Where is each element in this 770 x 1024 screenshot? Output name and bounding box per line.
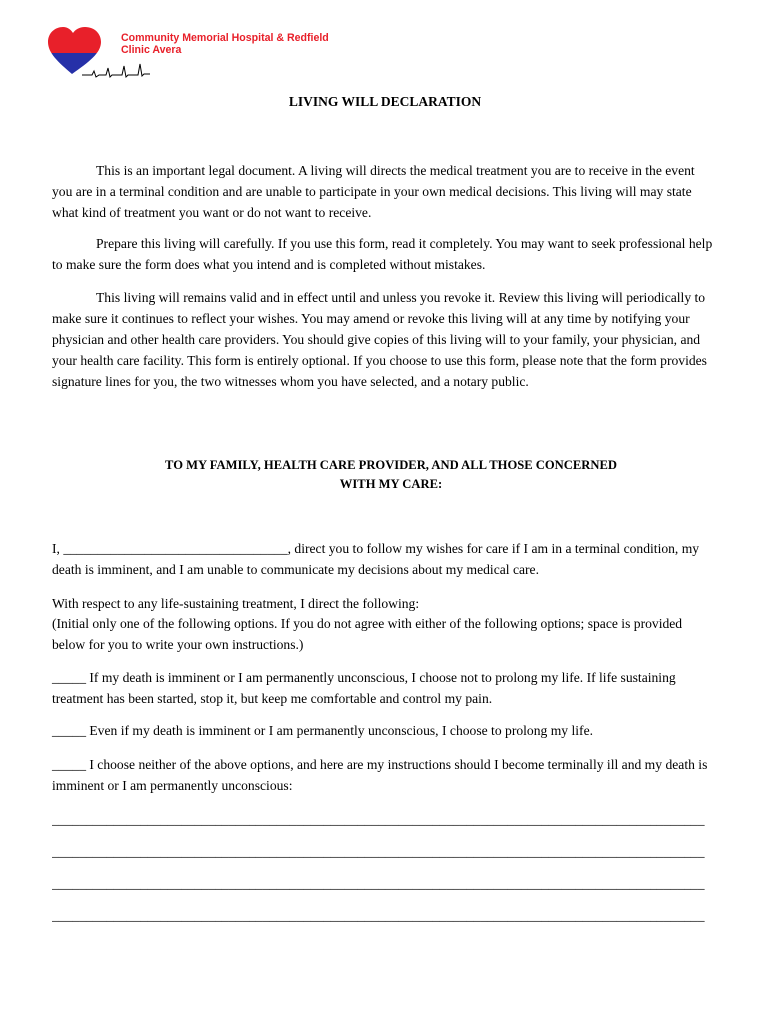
instruction-line-4[interactable]: ________________________________________________________________________________________________ <box>52 908 705 923</box>
option-1: _____ If my death is imminent or I am permanently unconscious, I choose not to prolong my life. If life sustaining treatment has been started, stop it, but keep me comfortable and control my pain. <box>52 670 676 706</box>
addressee-heading <box>52 456 730 494</box>
intro-paragraph-2: Prepare this living will carefully. If you use this form, read it completely. You may want to seek professional help to make sure the form does what you intend and is completed without mistakes. <box>52 236 713 272</box>
options-instructions: (Initial only one of the following options. If you do not agree with either of the following options; space is provided below for you to write your own instructions.) <box>52 616 683 652</box>
instruction-line-2[interactable]: ________________________________________________________________________________________________ <box>52 844 705 859</box>
addressee-line1: TO MY FAMILY, HEALTH CARE PROVIDER, AND ALL THOSE CONCERNED <box>165 458 617 472</box>
hospital-name-line1: Community Memorial Hospital & Redfield <box>121 32 329 44</box>
intro-paragraph-1: This is an important legal document. A living will directs the medical treatment you are to receive in the event you are in a terminal condition and are unable to participate in your own medical decisions. This living will may state what kind of treatment you want or do not want to receive. <box>52 163 695 220</box>
intro-paragraph-3: This living will remains valid and in effect until and unless you revoke it. Review this living will periodically to make sure it continues to reflect your wishes. You may amend or revoke this living will at any time by notifying your physician and other health care providers. You should give copies of this living will to your family, your physician, and your health care facility. This form is entirely optional. If you choose to use this form, please note that the form provides signature lines for you, the two witnesses whom you have selected, and a notary public. <box>52 290 707 389</box>
addressee-line2: WITH MY CARE: <box>339 477 443 491</box>
hospital-name <box>121 32 381 56</box>
option-3: _____ I choose neither of the above options, and here are my instructions should I become terminally ill and my death is imminent or I am permanently unconscious: <box>52 757 708 793</box>
option-2: _____ Even if my death is imminent or I am permanently unconscious, I choose to prolong my life. <box>52 723 593 738</box>
declaration-statement: I, _________________________________, direct you to follow my wishes for care if I am in a terminal condition, my death is imminent, and I am unable to communicate my decisions about my medical care. <box>52 541 700 577</box>
options-intro: With respect to any life-sustaining treatment, I direct the following: <box>52 596 420 611</box>
instruction-line-1[interactable]: ________________________________________________________________________________________________ <box>52 812 705 827</box>
document-title: LIVING WILL DECLARATION <box>288 94 482 109</box>
instruction-line-3[interactable]: ________________________________________________________________________________________________ <box>52 876 705 891</box>
hospital-name-line2: Clinic Avera <box>121 44 182 56</box>
